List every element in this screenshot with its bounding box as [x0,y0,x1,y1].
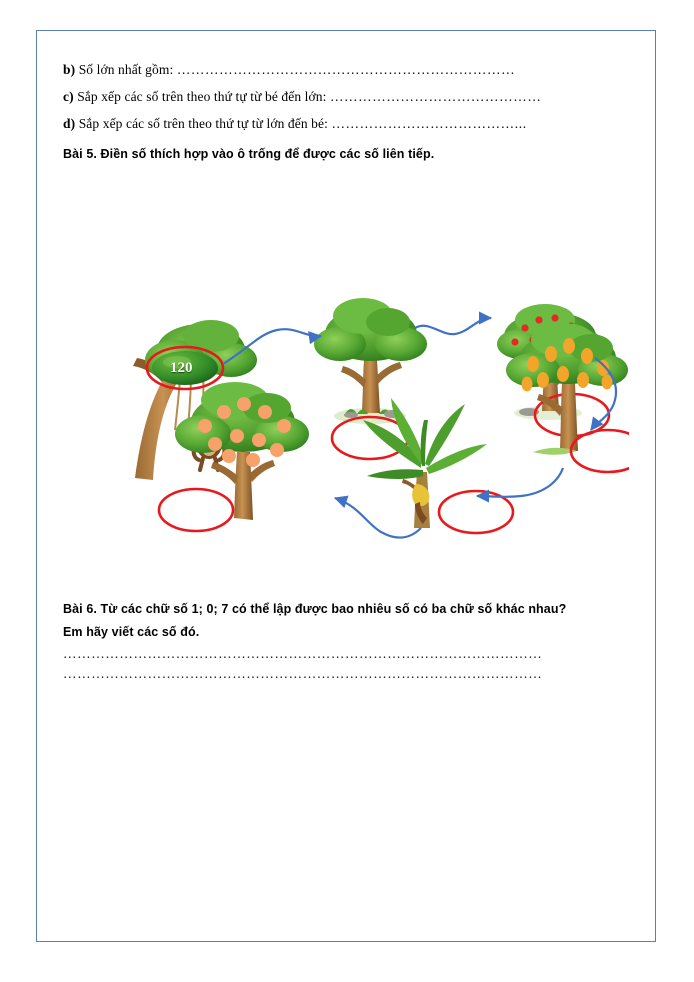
question-d [63,113,629,134]
question-c [63,86,629,107]
exercise-6-line-2: Em hãy viết các số đó. [63,625,200,639]
arrow-2 [415,318,491,334]
exercise-5-figure [63,168,629,598]
page-content [63,59,629,684]
question-d-text: Sắp xếp các số trên theo thứ tự từ lớn đến bé: [78,116,328,131]
exercise-6-answer-line-1[interactable]: ………………………………………………………………………………………… [63,646,543,661]
question-b-label: b) [63,62,76,77]
given-number-120: 120 [170,360,193,376]
tree-peach [175,382,309,520]
question-d-label: d) [63,116,76,131]
exercise-5-title: Bài 5. Điền số thích hợp vào ô trống để được các số liên tiếp. [63,147,435,161]
question-c-text: Sắp xếp các số trên theo thứ tự từ bé đến lớn: [77,89,327,104]
question-b [63,59,629,80]
exercise-6-line-1: Bài 6. Từ các chữ số 1; 0; 7 có thể lập được bao nhiêu số có ba chữ số khác nhau? [63,602,567,616]
exercise-6-answer-line-2[interactable]: ………………………………………………………………………………………… [63,666,543,681]
question-b-text: Số lớn nhất gồm: [78,62,174,77]
worksheet-page [36,30,656,942]
question-c-label: c) [63,89,74,104]
blank-circle-3 [571,430,629,472]
tree-green [314,298,427,424]
blank-circle-5 [159,489,233,531]
question-d-dots: …………………………………... [331,116,527,131]
question-c-dots: ……………………………………… [329,89,542,104]
question-b-dots: ……………………………………………………………… [176,62,516,77]
arrow-5 [335,498,421,538]
